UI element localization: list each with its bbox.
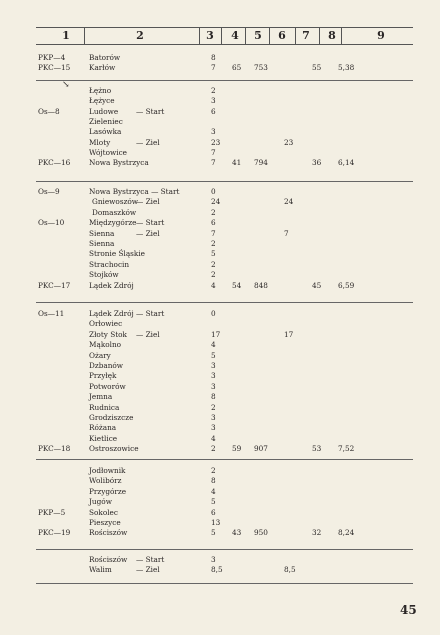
cell-c3: 8 — [211, 476, 216, 486]
table-row — [0, 63, 440, 73]
cell-c2: Orłowiec — [89, 319, 123, 329]
cell-c5: 753 — [254, 63, 268, 72]
cell-c2: Pieszyce — [89, 518, 121, 527]
cell-c1: PKP—4 — [38, 53, 66, 62]
cell-c3: 4 — [211, 280, 216, 290]
cell-c2: Kietlice — [89, 433, 118, 443]
section-divider — [36, 80, 413, 81]
cell-c2: Stojków — [89, 270, 119, 280]
table-row — [0, 148, 440, 158]
table-header — [36, 27, 413, 45]
cell-c7: 36 — [312, 158, 322, 168]
header-divider — [221, 28, 222, 44]
cell-c3: 2 — [211, 259, 216, 269]
cell-c3: 2 — [211, 402, 216, 412]
table-row — [0, 309, 440, 319]
cell-c3: 3 — [211, 423, 216, 433]
table-row — [0, 96, 440, 106]
cell-c2: Strachocin — [89, 259, 130, 269]
table-row — [0, 229, 440, 239]
table-row — [0, 158, 440, 168]
cell-c1: Os—9 — [38, 187, 60, 196]
cell-c3: 4 — [211, 340, 216, 350]
table-row — [0, 80, 440, 96]
table-row — [0, 487, 440, 497]
cell-c3: 3 — [211, 555, 216, 564]
cell-c2: Mąkolno — [89, 340, 122, 350]
header-divider — [245, 28, 246, 44]
cell-c2: Sienna — [89, 228, 115, 238]
cell-c2: Jugów — [89, 497, 112, 507]
section-divider — [36, 459, 413, 460]
cell-c1: PKC—19 — [38, 528, 71, 538]
cell-c1: Os—8 — [38, 106, 60, 116]
cell-c8: 6,59 — [338, 280, 355, 290]
cell-c3: 24 — [211, 197, 221, 207]
cell-c3: 17 — [211, 329, 221, 339]
table-row — [0, 351, 440, 361]
cell-c3: 3 — [211, 371, 216, 381]
cell-c2: Jemna — [89, 392, 113, 402]
table-row — [0, 476, 440, 486]
table-row — [0, 518, 440, 528]
cell-c5: 950 — [254, 528, 268, 538]
table-row — [0, 218, 440, 228]
page-number: 45 — [400, 603, 417, 617]
cell-c7: 45 — [312, 280, 322, 290]
header-divider — [295, 28, 296, 44]
cell-c2: Ostroszowice — [89, 444, 139, 454]
cell-c7: 55 — [312, 63, 322, 72]
table-row — [0, 371, 440, 381]
cell-c3: 3 — [211, 361, 216, 370]
section-divider — [36, 181, 413, 182]
cell-c4: 59 — [232, 444, 242, 454]
header-divider — [199, 28, 200, 44]
cell-c2: Potworów — [89, 381, 126, 391]
table-row — [0, 403, 440, 413]
cell-mk: — Start — [136, 555, 165, 564]
cell-c1: PKP—5 — [38, 507, 66, 517]
arrow-mark-icon: ↘ — [62, 80, 70, 90]
header-divider — [341, 28, 342, 44]
cell-c6: 8,5 — [284, 565, 296, 575]
section-divider — [36, 302, 413, 303]
table-row — [0, 187, 440, 197]
cell-mk: — Start — [136, 218, 165, 228]
cell-c2: Mloty — [89, 137, 111, 147]
header-divider — [84, 28, 85, 44]
cell-c1: Os—11 — [38, 309, 65, 318]
cell-c3: 3 — [211, 381, 216, 391]
cell-c3: 6 — [211, 507, 216, 517]
header-col-4: 4 — [231, 29, 239, 42]
table-row — [0, 392, 440, 402]
cell-c2: Grodziszcze — [89, 413, 134, 422]
cell-c2: Karłów — [89, 63, 116, 72]
cell-c3: 0 — [211, 187, 216, 196]
cell-mk: — Start — [136, 309, 165, 318]
cell-c3: 2 — [211, 444, 216, 454]
cell-c1: PKC—18 — [38, 444, 71, 454]
section-divider — [36, 549, 413, 550]
cell-c3: 5 — [211, 350, 216, 360]
table-row — [0, 249, 440, 259]
cell-c3: 8 — [211, 53, 216, 62]
cell-mk: — Start — [136, 106, 165, 116]
header-divider — [319, 28, 320, 44]
header-col-3: 3 — [206, 29, 214, 42]
cell-c3: 2 — [211, 466, 216, 475]
cell-c6: 7 — [284, 228, 289, 238]
cell-c1: PKC—16 — [38, 158, 71, 168]
cell-c2: Jodłownik — [89, 466, 126, 475]
cell-c2: Domaszków — [92, 207, 137, 217]
cell-c2: Rościszów — [89, 555, 128, 564]
cell-c1: Os—10 — [38, 218, 65, 228]
table-row — [0, 444, 440, 454]
table-row — [0, 497, 440, 507]
table-row — [0, 434, 440, 444]
cell-c2: Gniewoszów — [92, 197, 139, 207]
cell-c2: Przygórze — [89, 486, 127, 496]
table-row — [0, 197, 440, 207]
cell-c2: Sienna — [89, 239, 115, 248]
cell-c2: Łężyce — [89, 96, 115, 106]
table-row — [0, 382, 440, 392]
cell-c3: 5 — [211, 497, 216, 507]
cell-c3: 5 — [211, 249, 216, 259]
cell-c2: Sokolec — [89, 507, 118, 517]
cell-mk: — Ziel — [136, 565, 160, 575]
section-divider — [36, 583, 413, 584]
cell-c2: Rudnica — [89, 402, 120, 412]
cell-c3: 6 — [211, 106, 216, 116]
cell-c1: PKC—17 — [38, 280, 71, 290]
cell-c3: 7 — [211, 147, 216, 157]
cell-c3: 8,5 — [211, 565, 223, 575]
header-col-9: 9 — [377, 29, 385, 42]
table-row — [0, 270, 440, 280]
cell-c3: 2 — [211, 86, 216, 95]
cell-c5: 848 — [254, 280, 268, 290]
table-row — [0, 413, 440, 423]
cell-c3: 5 — [211, 528, 216, 538]
table-row — [0, 239, 440, 249]
table-row — [0, 340, 440, 350]
cell-c4: 54 — [232, 280, 242, 290]
cell-c1: PKC—15 — [38, 63, 71, 72]
table-row — [0, 319, 440, 329]
cell-c2: Stronie Śląskie — [89, 249, 145, 259]
cell-c3: 3 — [211, 96, 216, 106]
cell-c3: 7 — [211, 63, 216, 72]
cell-c2: Nowa Bystrzyca — [89, 158, 149, 168]
table-row — [0, 361, 440, 371]
table-row — [0, 260, 440, 270]
cell-c3: 2 — [211, 239, 216, 248]
cell-c2: Lasówka — [89, 127, 122, 137]
cell-c2: Różana — [89, 423, 117, 433]
table-row — [0, 138, 440, 148]
cell-c6: 17 — [284, 329, 294, 339]
cell-c6: 23 — [284, 137, 294, 147]
cell-c3: 23 — [211, 137, 221, 147]
table-row — [0, 423, 440, 433]
cell-c3: 3 — [211, 413, 216, 422]
table-row — [0, 208, 440, 218]
header-divider — [269, 28, 270, 44]
cell-c3: 7 — [211, 158, 216, 168]
cell-c7: 32 — [312, 528, 322, 538]
table-row — [0, 528, 440, 538]
table-row — [0, 555, 440, 565]
header-col-8: 8 — [328, 29, 336, 42]
cell-c3: 4 — [211, 486, 216, 496]
cell-mk: — Ziel — [136, 197, 160, 207]
cell-c2: Nowa Bystrzyca — Start — [89, 187, 180, 196]
cell-c3: 13 — [211, 518, 221, 527]
table-row — [0, 127, 440, 137]
cell-c2: Łężno — [89, 86, 112, 95]
cell-c2: Przyłęk — [89, 371, 117, 381]
cell-c3: 4 — [211, 433, 216, 443]
table-row — [0, 565, 440, 575]
cell-c2: Batorów — [89, 53, 121, 62]
table-row — [0, 466, 440, 476]
header-col-2: 2 — [136, 29, 144, 42]
cell-c4: 65 — [232, 63, 242, 72]
cell-c2: Międzygórze — [89, 218, 137, 228]
cell-mk: — Ziel — [136, 329, 160, 339]
cell-c2: Ludowe — [89, 106, 119, 116]
cell-c4: 41 — [232, 158, 242, 168]
cell-mk: — Ziel — [136, 228, 160, 238]
cell-c2: Lądek Zdrój — [89, 280, 134, 290]
cell-c2: Zieleniec — [89, 116, 123, 126]
cell-c2: Wójtowice — [89, 147, 127, 157]
cell-c2: Dzbanów — [89, 361, 124, 370]
table-row — [0, 117, 440, 127]
table-row — [0, 508, 440, 518]
cell-mk: — Ziel — [136, 137, 160, 147]
cell-c2: Lądek Zdrój — [89, 309, 134, 318]
cell-c8: 5,38 — [338, 63, 355, 72]
cell-c8: 7,52 — [338, 444, 355, 454]
table-row — [0, 53, 440, 63]
cell-c4: 43 — [232, 528, 242, 538]
cell-c2: Rościszów — [89, 528, 128, 538]
cell-c2: Wolibórz — [89, 476, 122, 486]
cell-c3: 7 — [211, 228, 216, 238]
table-row — [0, 281, 440, 291]
cell-c3: 3 — [211, 127, 216, 137]
cell-c5: 907 — [254, 444, 268, 454]
header-col-6: 6 — [278, 29, 286, 42]
cell-c2: Złoty Stok — [89, 329, 127, 339]
cell-c7: 53 — [312, 444, 322, 454]
cell-c3: 2 — [211, 207, 216, 217]
header-col-1: 1 — [62, 29, 70, 42]
cell-c2: Ożary — [89, 350, 111, 360]
header-col-7: 7 — [302, 29, 310, 42]
table-row — [0, 330, 440, 340]
header-col-5: 5 — [254, 29, 262, 42]
cell-c5: 794 — [254, 158, 268, 168]
cell-c6: 24 — [284, 197, 294, 207]
cell-c3: 2 — [211, 270, 216, 280]
cell-c3: 8 — [211, 392, 216, 402]
table-row — [0, 107, 440, 117]
cell-c3: 0 — [211, 309, 216, 318]
cell-c8: 6,14 — [338, 158, 355, 168]
cell-c8: 8,24 — [338, 528, 355, 538]
cell-c2: Walim — [89, 565, 112, 575]
cell-c3: 6 — [211, 218, 216, 228]
